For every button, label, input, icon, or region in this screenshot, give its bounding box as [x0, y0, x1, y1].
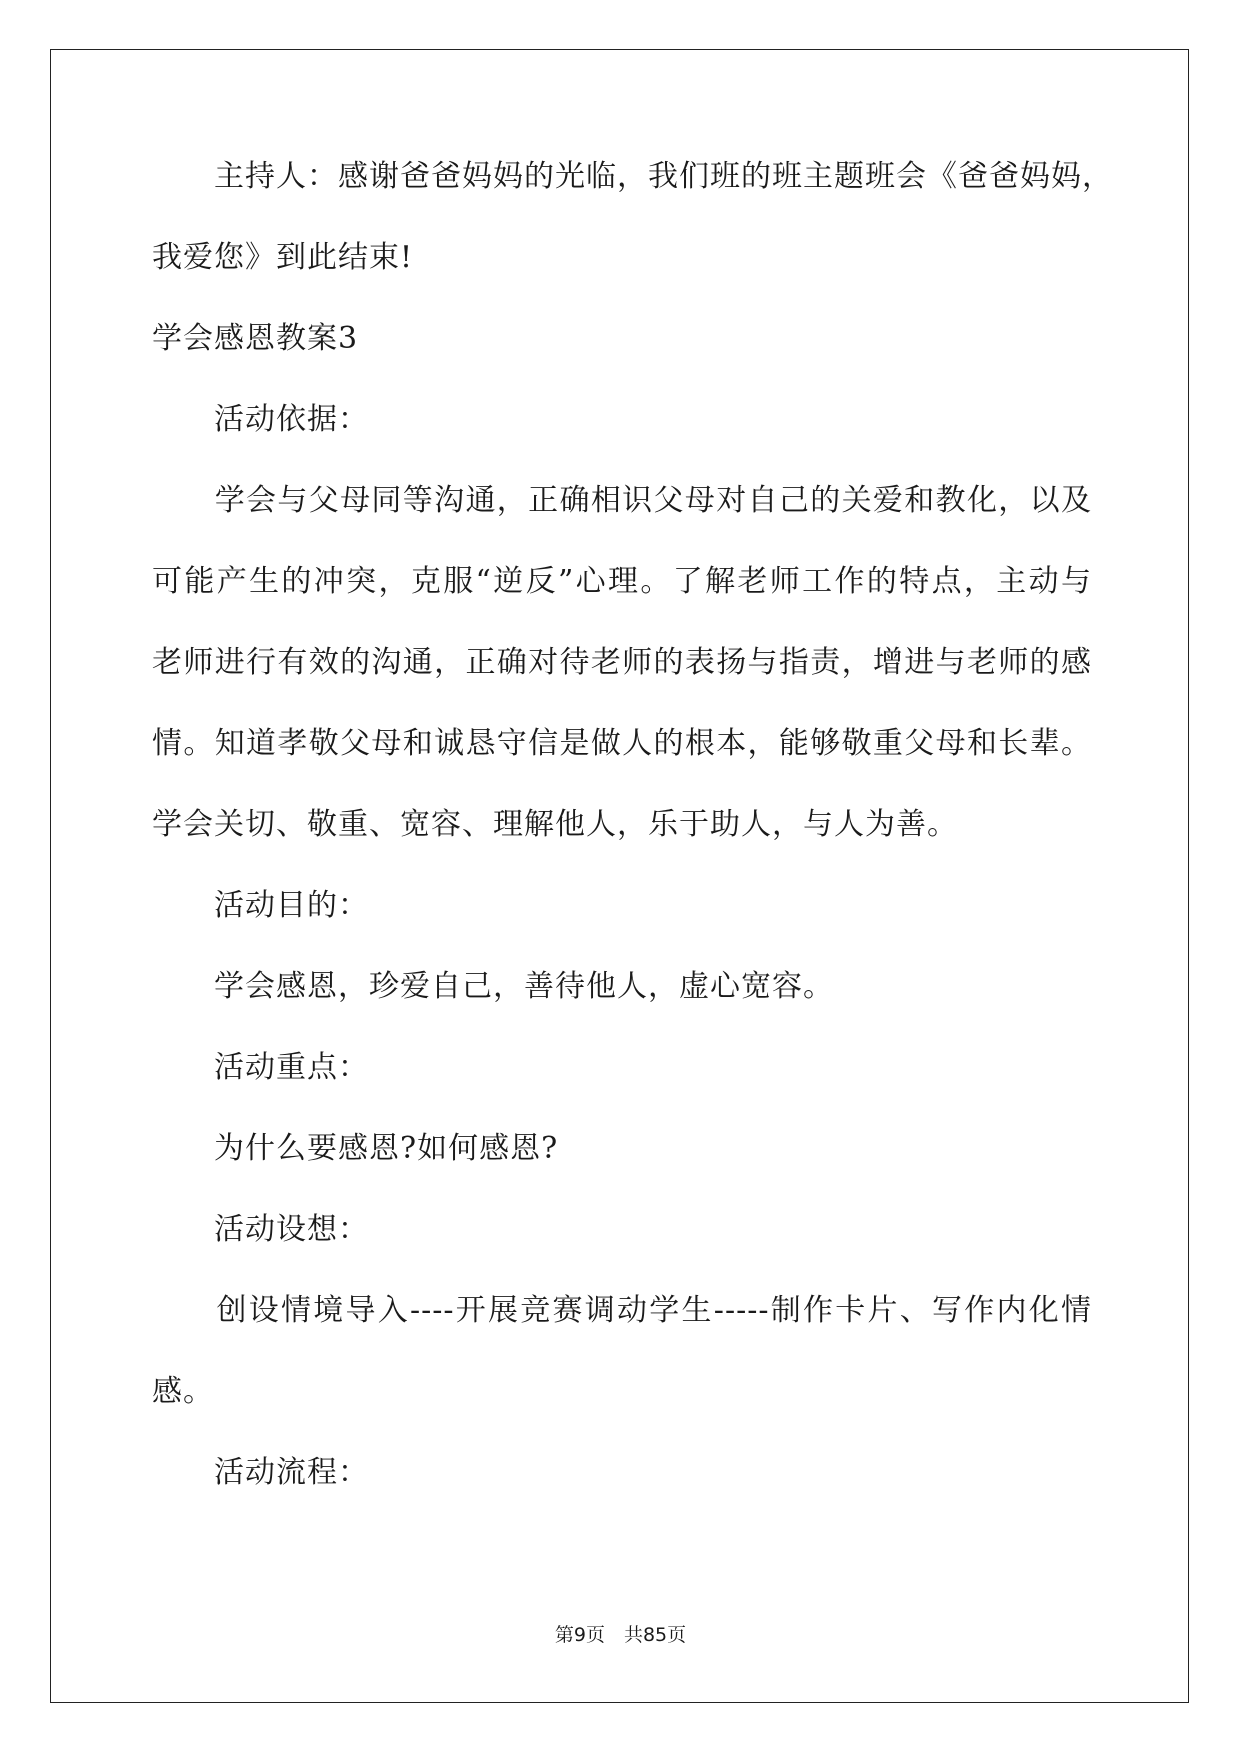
subheading: 活动流程： — [152, 1455, 369, 1490]
paragraph-line: 创设情境导入----开展竞赛调动学生-----制作卡片、写作内化情 — [152, 1293, 1092, 1328]
subheading: 活动重点： — [152, 1050, 369, 1085]
paragraph-line: 情。知道孝敬父母和诚恳守信是做人的根本，能够敬重父母和长辈。 — [152, 726, 1092, 761]
paragraph-line: 学会感恩，珍爱自己，善待他人，虚心宽容。 — [152, 969, 834, 1004]
paragraph-line: 我爱您》到此结束! — [152, 240, 414, 275]
subheading: 活动目的： — [152, 888, 369, 923]
total-page-count: 85 — [642, 1624, 668, 1646]
section-title: 学会感恩教案3 — [152, 321, 359, 356]
paragraph-line: 可能产生的冲突，克服“逆反”心理。了解老师工作的特点，主动与 — [152, 564, 1092, 599]
paragraph-line: 学会与父母同等沟通，正确相识父母对自己的关爱和教化，以及 — [152, 483, 1092, 518]
page-footer — [0, 1620, 1241, 1647]
paragraph-line: 感。 — [152, 1374, 214, 1409]
footer-prefix: 第 — [554, 1624, 574, 1646]
paragraph-line: 老师进行有效的沟通，正确对待老师的表扬与指责，增进与老师的感 — [152, 645, 1092, 680]
footer-suffix: 页 — [667, 1624, 687, 1646]
paragraph-line: 学会关切、敬重、宽容、理解他人，乐于助人，与人为善。 — [152, 807, 958, 842]
subheading: 活动设想： — [152, 1212, 369, 1247]
paragraph-line: 为什么要感恩?如何感恩? — [152, 1131, 559, 1166]
subheading: 活动依据： — [152, 402, 369, 437]
current-page-number: 9 — [573, 1624, 586, 1646]
paragraph-line: 主持人：感谢爸爸妈妈的光临，我们班的班主题班会《爸爸妈妈， — [152, 159, 1113, 194]
footer-middle: 页 共 — [585, 1624, 643, 1646]
